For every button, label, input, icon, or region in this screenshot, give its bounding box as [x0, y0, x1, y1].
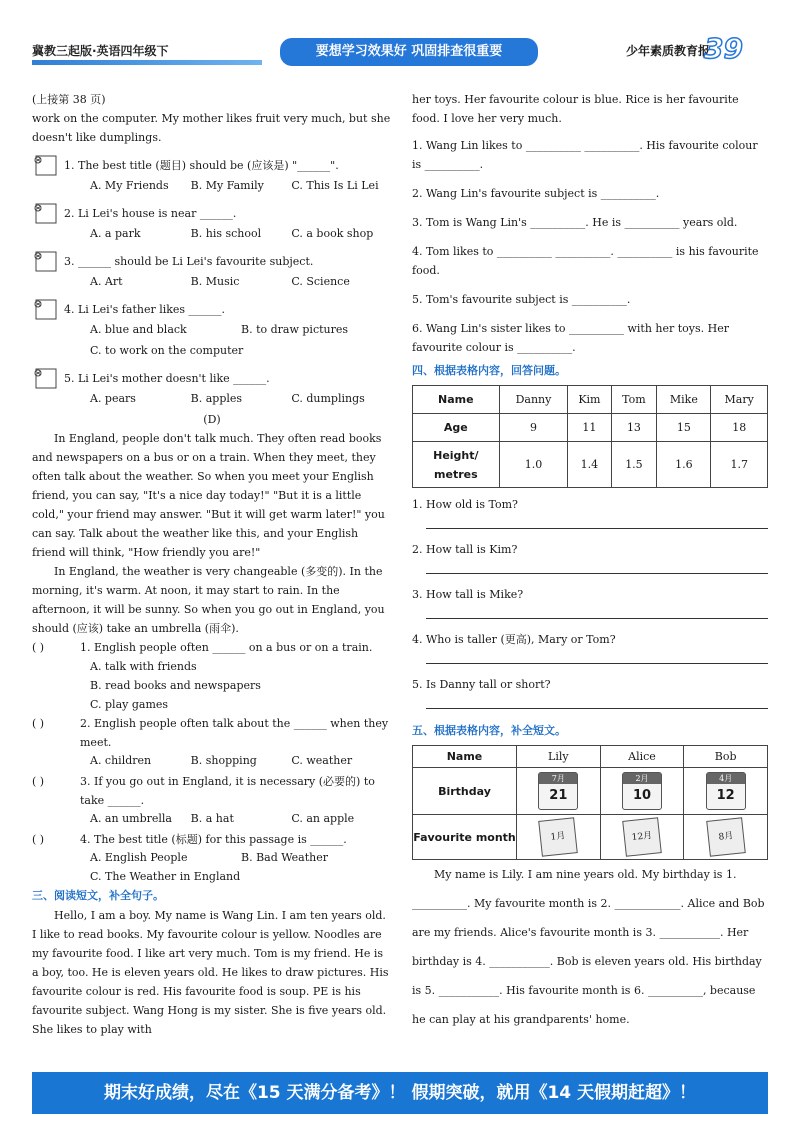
section-d-label: (D)	[203, 413, 221, 426]
passage-d-para-2: In England, the weather is very changeable (多变的). In the morning, it's warm. At noon, it may start to rain. In the afternoon, it will be sunny. So when you go out in England, you should (应该) take an umbrella (雨伞).	[32, 565, 385, 635]
table-cell: 1.6	[657, 442, 711, 488]
options	[32, 849, 392, 867]
q4-question: 5. Is Danny tall or short?	[412, 678, 551, 691]
section-3-title: 三、阅读短文，补全句子。	[32, 889, 164, 902]
table-cell	[600, 815, 684, 860]
option: A. children	[90, 754, 152, 767]
notepad-icon	[32, 201, 58, 225]
header-stripe	[32, 60, 262, 65]
row-label: Favourite month	[413, 815, 517, 860]
table-header: Bob	[684, 746, 768, 768]
question-5	[32, 366, 392, 390]
option: A. English People	[90, 851, 188, 864]
answer-line[interactable]	[426, 528, 768, 529]
table-header: Mike	[657, 386, 711, 414]
options	[32, 321, 392, 339]
fill-item-5[interactable]: 5. Tom's favourite subject is __________.	[412, 293, 631, 306]
table-header: Tom	[611, 386, 657, 414]
answer-paren[interactable]: ( )	[32, 641, 45, 654]
q4-question: 3. How tall is Mike?	[412, 588, 524, 601]
question-text: 3. If you go out in England, it is necessary (必要的) to take ______.	[80, 775, 375, 807]
d-question-2	[32, 714, 392, 752]
table-row	[413, 414, 768, 442]
table-row	[413, 386, 768, 414]
option: B. his school	[190, 227, 262, 240]
answer-paren[interactable]: ( )	[32, 833, 45, 846]
table-header: Kim	[568, 386, 611, 414]
option: C. weather	[291, 754, 353, 767]
table-cell: 1.0	[499, 442, 568, 488]
question-text: 2. English people often talk about the ______ when they meet.	[80, 717, 389, 749]
option: A. blue and black	[90, 323, 187, 336]
option: B. Music	[190, 275, 240, 288]
age-height-table	[412, 385, 768, 488]
table-header: Alice	[600, 746, 684, 768]
birthday-table	[412, 745, 768, 860]
section-5-title: 五、根据表格内容，补全短文。	[412, 724, 566, 737]
flip-calendar-icon: 8月	[706, 817, 746, 857]
table-row	[413, 815, 768, 860]
table-row	[413, 746, 768, 768]
table-header: Mary	[711, 386, 768, 414]
fill-item-1[interactable]: 1. Wang Lin likes to __________ __________. His favourite colour is __________.	[412, 139, 758, 171]
table-cell: 18	[711, 414, 768, 442]
question-text: 1. The best title (题目) should be (应该是) "______".	[64, 159, 339, 172]
options	[32, 810, 392, 828]
intro-text: work on the computer. My mother likes fruit very much, but she doesn't like dumplings.	[32, 112, 391, 144]
option: C. dumplings	[291, 392, 365, 405]
option: B. shopping	[190, 754, 257, 767]
notepad-icon	[32, 366, 58, 390]
row-label: Age	[413, 414, 500, 442]
q4-question: 1. How old is Tom?	[412, 498, 518, 511]
options	[32, 752, 392, 770]
passage-d-para-1: In England, people don't talk much. They often read books and newspapers on a bus or on a train. When they meet, they often talk about the weather. So when you meet your English friend, you can say, "It's a nice day today!" "But it is a little cold," your friend may answer. "But it will get warm later!" you can say. Talk about the weather like this, and your English friend will think, "How friendly you are!"	[32, 432, 385, 559]
answer-line[interactable]	[426, 708, 768, 709]
options	[32, 273, 392, 291]
table-cell: 9	[499, 414, 568, 442]
edition-label: 冀教三起版·英语四年级下	[32, 44, 169, 58]
option: C. to work on the computer	[90, 344, 244, 357]
table-header: Lily	[517, 746, 601, 768]
fill-item-4[interactable]: 4. Tom likes to __________ __________. __________ is his favourite food.	[412, 245, 759, 277]
option: A. pears	[90, 392, 136, 405]
question-text: 2. Li Lei's house is near ______.	[64, 207, 237, 220]
table-cell: 11	[568, 414, 611, 442]
q4-question: 2. How tall is Kim?	[412, 543, 518, 556]
calendar-icon	[538, 772, 578, 810]
calendar-icon	[622, 772, 662, 810]
calendar-month: 2月	[623, 773, 661, 784]
question-2	[32, 201, 392, 225]
option: C. This Is Li Lei	[291, 179, 379, 192]
flip-calendar-icon: 12月	[622, 817, 662, 857]
question-1	[32, 153, 392, 177]
answer-paren[interactable]: ( )	[32, 775, 45, 788]
page-header	[32, 32, 770, 70]
option: A. My Friends	[90, 179, 169, 192]
calendar-icon	[706, 772, 746, 810]
option: C. The Weather in England	[90, 870, 241, 883]
table-cell	[684, 768, 768, 815]
row-label: Birthday	[413, 768, 517, 815]
question-text: 4. Li Lei's father likes ______.	[64, 303, 226, 316]
question-4	[32, 297, 392, 321]
calendar-day: 12	[716, 788, 735, 803]
footer-banner: 期末好成绩，尽在《15 天满分备考》！ 假期突破，就用《14 天假期赶超》！	[32, 1072, 768, 1114]
newspaper-name: 少年素质教育报	[626, 44, 711, 58]
option: B. to draw pictures	[241, 323, 349, 336]
option: A. talk with friends	[90, 660, 197, 673]
table-cell: 1.7	[711, 442, 768, 488]
fill-item-6[interactable]: 6. Wang Lin's sister likes to __________ with her toys. Her favourite colour is __________.	[412, 322, 730, 354]
table-header: Name	[413, 386, 500, 414]
row-label-line: metres	[434, 467, 478, 481]
fill-item-2[interactable]: 2. Wang Lin's favourite subject is __________.	[412, 187, 660, 200]
table-cell: 13	[611, 414, 657, 442]
row-label-line: Height/	[433, 448, 479, 462]
question-text: 5. Li Lei's mother doesn't like ______.	[64, 372, 270, 385]
section-3-passage: Hello, I am a boy. My name is Wang Lin. I am ten years old. I like to read books. My favourite colour is yellow. Noodles are my favourite food. I like art very much. Tom is my friend. He is a boy, too. He is eleven years old. He likes to draw pictures. His favourite colour is red. His favourite food is soup. PE is his favourite subject. Wang Hong is my sister. She is five years old. She likes to play with	[32, 909, 389, 1036]
notepad-icon	[32, 153, 58, 177]
question-3	[32, 249, 392, 273]
right-column	[412, 90, 768, 1034]
fill-item-3[interactable]: 3. Tom is Wang Lin's __________. He is __________ years old.	[412, 216, 738, 229]
calendar-month: 4月	[707, 773, 745, 784]
d-question-1	[32, 638, 392, 657]
calendar-day: 21	[549, 788, 568, 803]
calendar-month: 7月	[539, 773, 577, 784]
d-question-3	[32, 772, 392, 810]
options	[32, 177, 392, 195]
option: A. Art	[90, 275, 123, 288]
option: A. a park	[90, 227, 141, 240]
option: C. Science	[291, 275, 350, 288]
left-column	[32, 90, 392, 1039]
answer-line[interactable]	[426, 573, 768, 574]
answer-paren[interactable]: ( )	[32, 717, 45, 730]
option: B. apples	[190, 392, 243, 405]
calendar-day: 10	[632, 788, 652, 803]
page-number: 39	[704, 32, 743, 65]
option: A. an umbrella	[90, 812, 172, 825]
table-cell	[684, 815, 768, 860]
option: C. play games	[90, 698, 169, 711]
table-header: Name	[413, 746, 517, 768]
header-slogan: 要想学习效果好 巩固排查很重要	[280, 38, 538, 66]
table-row	[413, 768, 768, 815]
answer-line[interactable]	[426, 618, 768, 619]
question-text: 3. ______ should be Li Lei's favourite subject.	[64, 255, 314, 268]
table-cell	[517, 768, 601, 815]
table-cell	[517, 815, 601, 860]
question-text: 1. English people often ______ on a bus or on a train.	[80, 641, 373, 654]
option: C. a book shop	[291, 227, 374, 240]
section-4-title: 四、根据表格内容，回答问题。	[412, 364, 566, 377]
options	[32, 390, 392, 408]
table-row	[413, 442, 768, 488]
option: B. read books and newspapers	[90, 679, 261, 692]
option: B. My Family	[190, 179, 264, 192]
table-cell: 15	[657, 414, 711, 442]
passage-continued: her toys. Her favourite colour is blue. Rice is her favourite food. I love her very much.	[412, 93, 739, 125]
flip-calendar-icon: 1月	[539, 817, 579, 857]
row-label	[413, 442, 500, 488]
options	[32, 225, 392, 243]
table-cell: 1.4	[568, 442, 611, 488]
notepad-icon	[32, 249, 58, 273]
q4-question: 4. Who is taller (更高), Mary or Tom?	[412, 633, 616, 646]
answer-line[interactable]	[426, 663, 768, 664]
table-cell	[600, 768, 684, 815]
d-question-4	[32, 830, 392, 849]
options	[32, 657, 392, 714]
table-header: Danny	[499, 386, 568, 414]
option: B. a hat	[190, 812, 234, 825]
notepad-icon	[32, 297, 58, 321]
option: B. Bad Weather	[241, 851, 329, 864]
table-cell: 1.5	[611, 442, 657, 488]
section-5-passage[interactable]: My name is Lily. I am nine years old. My birthday is 1. __________. My favourite month is 2. ____________. Alice and Bob are my friends. Alice's favourite month is 3. ___________. Her birthday is 4. ___________. Bob is eleven years old. His birthday is 5. ___________. His favourite month is 6. __________, because he can play at his grandparents' home.	[412, 868, 765, 1026]
option: C. an apple	[291, 812, 355, 825]
question-text: 4. The best title (标题) for this passage is ______.	[80, 833, 347, 846]
continued-note: (上接第 38 页)	[32, 93, 106, 106]
